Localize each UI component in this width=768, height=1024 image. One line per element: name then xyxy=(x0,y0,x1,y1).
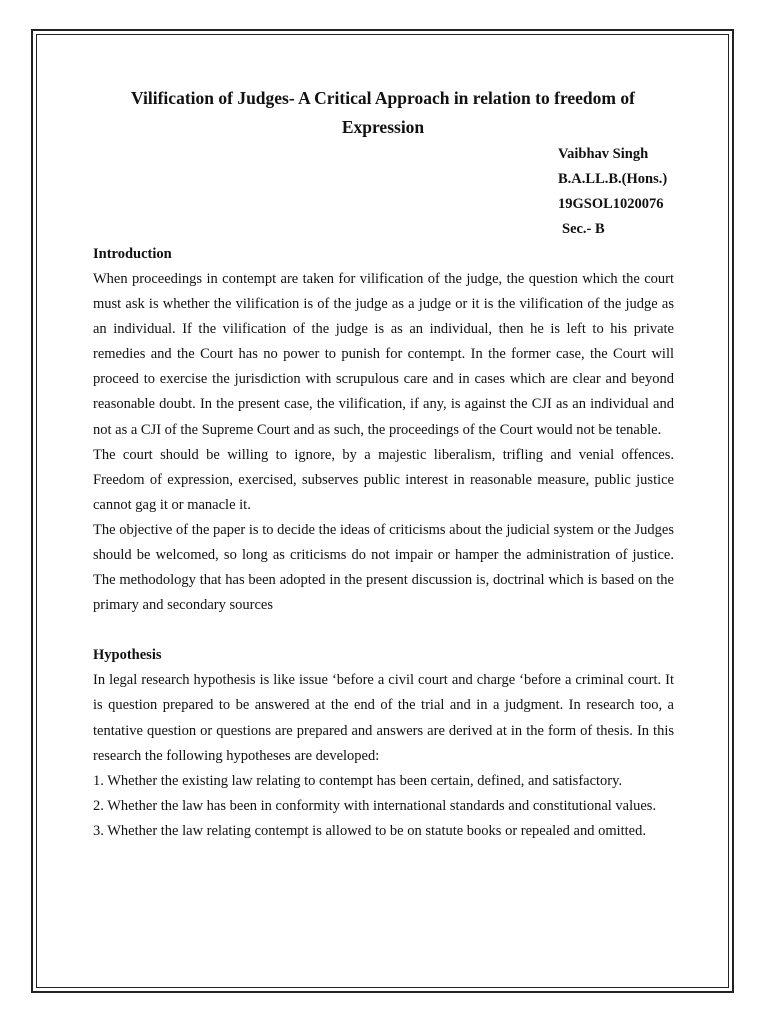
introduction-paragraph-1: When proceedings in contempt are taken for vilification of the judge, the question which the court must ask is whether the vilification is of the judge as a judge or it is the vilification of the judge as an individual. If the vilification of the judge is as an individual, then he is left to his private remedies and the Court has no power to punish for contempt. In the former case, the Court will proceed to exercise the jurisdiction with scrupulous care and in cases which are clear and beyond reasonable doubt. In the present case, the vilification, if any, is against the CJI as an individual and not as a CJI of the Supreme Court and as such, the proceedings of the Court would not be tenable. xyxy=(93,271,674,438)
hypothesis-heading: Hypothesis xyxy=(93,647,162,664)
author-degree: B.A.LL.B.(Hons.) xyxy=(558,171,668,187)
author-name: Vaibhav Singh xyxy=(558,146,649,162)
document-body xyxy=(93,84,674,844)
hypothesis-item-1: 1. Whether the existing law relating to contempt has been certain, defined, and satisfactory. xyxy=(93,772,623,789)
title-line-1: Vilification of Judges- A Critical Approach in relation to freedom of xyxy=(131,88,635,108)
author-section: Sec.- B xyxy=(562,221,605,237)
hypothesis-item-3: 3. Whether the law relating contempt is allowed to be on statute books or repealed and omitted. xyxy=(93,822,646,839)
introduction-paragraph-3: The objective of the paper is to decide the ideas of criticisms about the judicial system or the Judges should be welcomed, so long as criticisms do not impair or hamper the administration of justice. The methodology that has been adopted in the present discussion is, doctrinal which is based on the primary and secondary sources xyxy=(93,521,674,614)
document-title xyxy=(73,84,693,142)
author-roll-number: 19GSOL1020076 xyxy=(558,196,664,212)
section-spacer xyxy=(93,618,674,643)
author-block xyxy=(558,142,674,242)
title-line-2: Expression xyxy=(341,117,425,137)
introduction-paragraph-2: The court should be willing to ignore, by a majestic liberalism, trifling and venial offences. Freedom of expression, exercised, subserves public interest in reasonable measure, public justice cannot gag it or manacle it. xyxy=(93,446,674,513)
introduction-heading: Introduction xyxy=(93,246,172,262)
hypothesis-item-2: 2. Whether the law has been in conformity with international standards and constitutional values. xyxy=(93,797,657,814)
hypothesis-paragraph-1: In legal research hypothesis is like issue ‘before a civil court and charge ‘before a criminal court. It is question prepared to be answered at the end of the trial and in a judgment. In research too, a tentative question or questions are prepared and answers are derived at in the form of thesis. In this research the following hypotheses are developed: xyxy=(93,672,674,764)
